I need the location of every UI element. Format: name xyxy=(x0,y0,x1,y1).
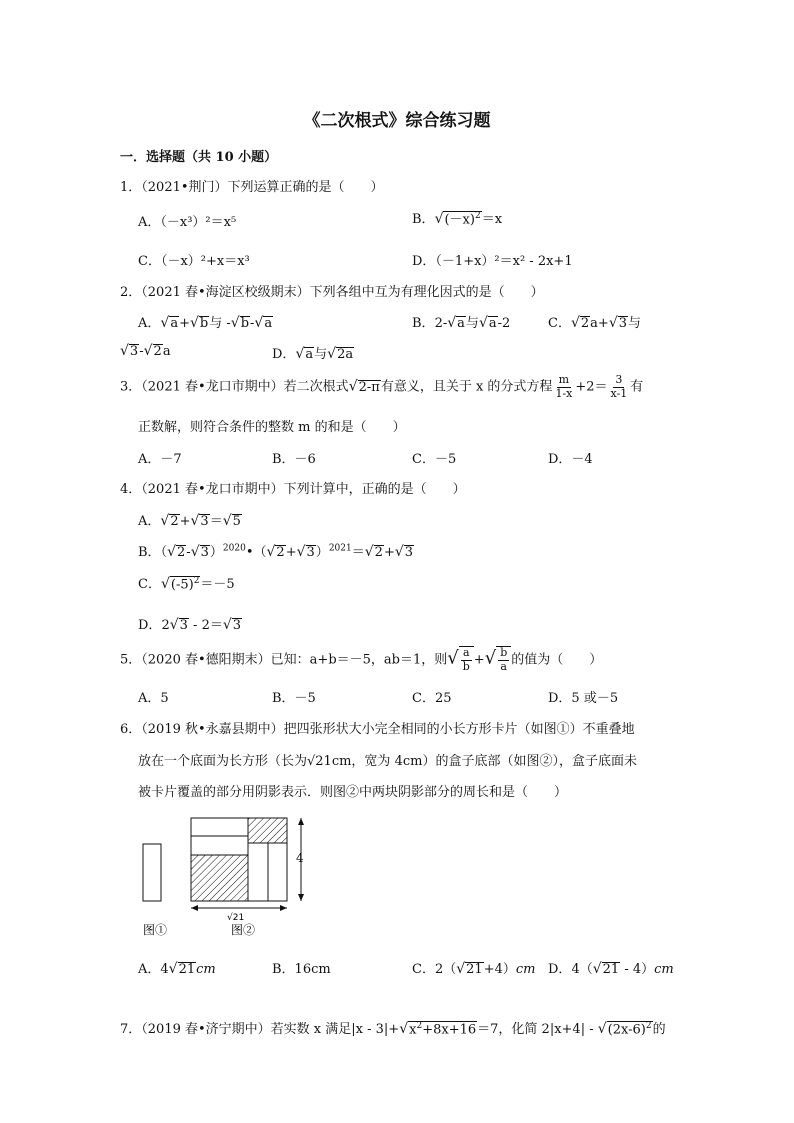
q1-option-b: B．$√(-x)^2=x$ xyxy=(412,210,503,227)
question-6-line3: 被卡片覆盖的部分用阴影表示．则图②中两块阴影部分的周长和是（ ） xyxy=(138,785,568,800)
question-number: 7． xyxy=(120,1022,142,1037)
question-stem-cont: 有意义，且关于 x 的分式方程 xyxy=(380,379,553,395)
q4-option-a: A．√2+√3＝√5 xyxy=(138,513,241,529)
section-heading: 一．选择题（共 10 小题） xyxy=(120,150,278,165)
option-label: C． xyxy=(138,577,161,592)
question-number: 2． xyxy=(120,285,142,300)
question-number: 3． xyxy=(120,379,142,395)
q2-option-b: B．2-√a与√a-2 xyxy=(412,315,511,331)
question-stem: 把四张形状大小完全相同的小长方形卡片（如图①）不重叠地 xyxy=(283,722,635,737)
question-stem: 已知：a+b＝－5，ab＝1，则 xyxy=(270,652,448,668)
fraction-3: $\frac{3}{x-1}$ xyxy=(610,373,628,400)
arrow-left-icon xyxy=(191,905,198,911)
question-7: 7．（2019 春•济宁期中）若实数 x 满足$|x - 3|+√x^2+8x+16=7$，化简 $2|x+4| - √(2x-6)^2$的 xyxy=(120,1020,666,1037)
dimension-label-width: √21 xyxy=(227,913,245,923)
shaded-region-1 xyxy=(191,855,248,901)
q2-option-d: D．√a与√2a xyxy=(272,346,354,362)
q4-option-b: B．$(√2-√3)^{2020}•(√2+√3)^{2021}=√2+√3$ xyxy=(138,543,414,560)
arrow-right-icon xyxy=(280,905,287,911)
question-number: 4． xyxy=(120,482,142,497)
question-source: （2021 春•海淀区校级期末） xyxy=(141,285,310,300)
option-label: A． xyxy=(138,316,161,331)
q3-option-c: C．－5 xyxy=(412,452,457,467)
q3-option-a: A．－7 xyxy=(138,452,182,467)
fraction-m: $\frac{m}{1-x}$ xyxy=(555,373,573,400)
q4-option-d: D．2√3 - 2＝√3 xyxy=(138,617,242,633)
q5-option-d: D．5 或－5 xyxy=(548,691,619,706)
arrow-up-icon xyxy=(298,818,304,825)
q2-option-a: A．√a+√b与 -√b-√a xyxy=(138,315,273,331)
page-title: 《二次根式》综合练习题 xyxy=(303,111,491,131)
figure-label-1: 图① xyxy=(143,923,168,937)
q1-option-a: A．（－x³）²＝x⁵ xyxy=(138,215,237,230)
question-3-line2: 正数解，则符合条件的整数 m 的和是（ ） xyxy=(138,420,406,435)
question-stem-cont: 的值为（ ） xyxy=(511,652,603,668)
option-label: B． xyxy=(138,545,161,560)
question-source: （2020 春•德阳期末） xyxy=(141,652,271,668)
option-label: B． xyxy=(412,212,435,227)
q5-option-c: C．25 xyxy=(412,691,452,706)
question-stem: 下列计算中，正确的是（ ） xyxy=(283,482,466,497)
q3-option-b: B．－6 xyxy=(272,452,316,467)
dimension-label-height: 4 xyxy=(296,851,304,865)
option-label: C． xyxy=(412,962,435,977)
q2-option-c: C．√2a+√3与 xyxy=(548,315,642,331)
q1-option-c: C．（－x）²+x＝x³ xyxy=(138,254,250,269)
question-source: （2021 春•龙口市期中） xyxy=(141,482,284,497)
option-label: D． xyxy=(548,962,572,977)
option-label: A． xyxy=(138,514,161,529)
q5-option-a: A．5 xyxy=(138,691,169,706)
q2-option-c-cont: √3-√2a xyxy=(120,343,171,359)
q6-option-b: B．16cm xyxy=(272,962,331,977)
question-number: 5． xyxy=(120,652,142,668)
question-number: 6． xyxy=(120,722,142,737)
question-stem: 若实数 x 满足 xyxy=(270,1022,352,1037)
q1-option-d: D．（－1+x）²＝x² - 2x+1 xyxy=(412,254,573,269)
question-number: 1． xyxy=(120,180,142,195)
q5-option-b: B．－5 xyxy=(272,691,316,706)
option-label: A． xyxy=(138,962,161,977)
q6-option-a: A．4√21cm xyxy=(138,961,216,977)
figure-label-2: 图② xyxy=(231,923,256,937)
question-3: 3．（2021 春•龙口市期中）若二次根式√2-π有意义，且关于 x 的分式方程 $\frac{m}{1-x}$ +2＝ $\frac{3}{x-1}$ 有 xyxy=(120,373,644,400)
option-label: C． xyxy=(548,316,571,331)
arrow-down-icon xyxy=(298,894,304,901)
option-label: D． xyxy=(138,618,162,633)
shaded-region-2 xyxy=(248,818,287,843)
q3-option-d: D．－4 xyxy=(548,452,593,467)
option-label: D． xyxy=(272,347,296,362)
question-5: 5．（2020 春•德阳期末）已知：a+b＝－5，ab＝1，则√ $\frac{a}{b}$ +√ $\frac{b}{a}$ 的值为（ ） xyxy=(120,646,603,673)
question-stem: 下列运算正确的是（ ） xyxy=(227,180,384,195)
q6-option-c: C．2（√21+4）cm xyxy=(412,961,536,977)
question-source: （2019 秋•永嘉县期中） xyxy=(141,722,284,737)
figure-cards xyxy=(135,812,335,942)
question-6 xyxy=(120,718,635,737)
question-1 xyxy=(120,176,384,195)
question-6-line2: 放在一个底面为长方形（长为√21cm，宽为 4cm）的盒子底部（如图②），盒子底面未 xyxy=(138,754,637,769)
question-stem: 若二次根式 xyxy=(283,379,349,395)
q4-option-c: C．$√(-5)^2=-5$ xyxy=(138,575,235,592)
question-stem: 下列各组中互为有理化因式的是（ ） xyxy=(309,285,544,300)
q6-option-d: D．4（√21 - 4）cm xyxy=(548,961,674,977)
question-source: （2019 春•济宁期中） xyxy=(141,1022,271,1037)
question-source: （2021 春•龙口市期中） xyxy=(141,379,284,395)
question-2 xyxy=(120,281,544,300)
question-4 xyxy=(120,478,466,497)
option-label: B． xyxy=(412,316,435,331)
question-source: （2021•荆门） xyxy=(141,180,228,195)
single-card-rect xyxy=(143,844,161,901)
